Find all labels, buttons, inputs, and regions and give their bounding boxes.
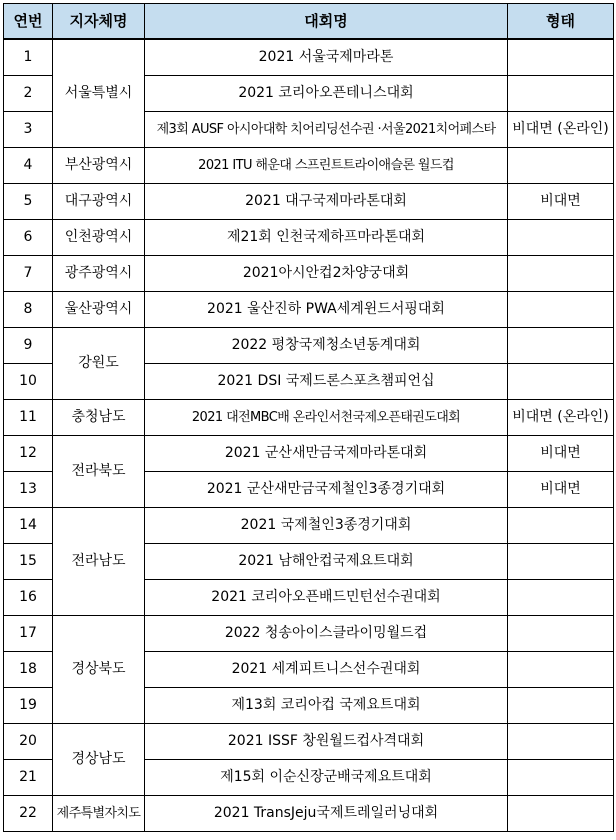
row-region: 울산광역시 (53, 292, 145, 328)
row-no: 7 (4, 256, 53, 292)
row-event-name: 2021 남해안컵국제요트대회 (145, 544, 508, 580)
row-region: 대구광역시 (53, 184, 145, 220)
row-no: 11 (4, 400, 53, 436)
row-region: 강원도 (53, 328, 145, 400)
row-form (508, 508, 614, 544)
row-no: 3 (4, 112, 53, 148)
row-event-name: 2021 DSI 국제드론스포츠챔피언십 (145, 364, 508, 400)
row-event-name: 2021 군산새만금국제마라톤대회 (145, 436, 508, 472)
row-event-name: 2022 평창국제청소년동계대회 (145, 328, 508, 364)
table-row (4, 292, 614, 328)
row-region: 전라북도 (53, 436, 145, 508)
row-event-name: 2021 대구국제마라톤대회 (145, 184, 508, 220)
row-event-name: 2021 서울국제마라톤 (145, 39, 508, 76)
row-no: 1 (4, 39, 53, 76)
table-row (4, 400, 614, 436)
table-body (4, 39, 614, 832)
row-region: 경상북도 (53, 616, 145, 724)
row-event-name: 2021아시안컵2차양궁대회 (145, 256, 508, 292)
header-row (4, 4, 614, 40)
row-no: 19 (4, 688, 53, 724)
row-region: 경상남도 (53, 724, 145, 796)
row-form (508, 256, 614, 292)
row-event-name: 2021 세계피트니스선수권대회 (145, 652, 508, 688)
row-event-name: 2021 울산진하 PWA세계윈드서핑대회 (145, 292, 508, 328)
row-region: 인천광역시 (53, 220, 145, 256)
table-row (4, 796, 614, 832)
row-no: 22 (4, 796, 53, 832)
row-event-name: 2022 청송아이스클라이밍월드컵 (145, 616, 508, 652)
table-row (4, 220, 614, 256)
row-no: 5 (4, 184, 53, 220)
row-event-name: 제3회 AUSF 아시아대학 치어리딩선수권 ·서울2021치어페스타 (145, 112, 508, 148)
row-region: 광주광역시 (53, 256, 145, 292)
row-form: 비대면 (온라인) (508, 400, 614, 436)
row-form (508, 688, 614, 724)
row-region: 제주특별자치도 (53, 796, 145, 832)
header-event-name: 대회명 (145, 4, 508, 40)
row-form (508, 580, 614, 616)
table-row (4, 148, 614, 184)
row-no: 13 (4, 472, 53, 508)
row-form (508, 39, 614, 76)
row-form (508, 148, 614, 184)
row-no: 10 (4, 364, 53, 400)
events-table (3, 3, 614, 832)
row-no: 8 (4, 292, 53, 328)
row-event-name: 제15회 이순신장군배국제요트대회 (145, 760, 508, 796)
table-row (4, 184, 614, 220)
row-no: 4 (4, 148, 53, 184)
table-row (4, 724, 614, 760)
row-no: 2 (4, 76, 53, 112)
row-no: 14 (4, 508, 53, 544)
row-event-name: 제21회 인천국제하프마라톤대회 (145, 220, 508, 256)
table-row (4, 508, 614, 544)
row-no: 20 (4, 724, 53, 760)
table-row (4, 616, 614, 652)
row-form (508, 760, 614, 796)
row-form (508, 364, 614, 400)
row-form (508, 76, 614, 112)
header-no: 연번 (4, 4, 53, 40)
row-form (508, 292, 614, 328)
row-form (508, 796, 614, 832)
table-row (4, 39, 614, 76)
row-no: 18 (4, 652, 53, 688)
row-event-name: 2021 ITU 해운대 스프린트트라이애슬론 월드컵 (145, 148, 508, 184)
row-event-name: 2021 TransJeju국제트레일러닝대회 (145, 796, 508, 832)
row-form (508, 544, 614, 580)
table-row (4, 328, 614, 364)
row-no: 6 (4, 220, 53, 256)
table-row (4, 436, 614, 472)
row-no: 9 (4, 328, 53, 364)
row-region: 부산광역시 (53, 148, 145, 184)
row-no: 21 (4, 760, 53, 796)
row-region: 충청남도 (53, 400, 145, 436)
row-form: 비대면 (온라인) (508, 112, 614, 148)
row-no: 15 (4, 544, 53, 580)
row-event-name: 2021 코리아오픈테니스대회 (145, 76, 508, 112)
row-form (508, 652, 614, 688)
row-event-name: 2021 국제철인3종경기대회 (145, 508, 508, 544)
row-event-name: 2021 코리아오픈배드민턴선수권대회 (145, 580, 508, 616)
row-form (508, 328, 614, 364)
row-no: 17 (4, 616, 53, 652)
header-form: 형태 (508, 4, 614, 40)
row-no: 16 (4, 580, 53, 616)
row-form (508, 724, 614, 760)
table-header (4, 4, 614, 40)
row-no: 12 (4, 436, 53, 472)
table-row (4, 256, 614, 292)
row-region: 전라남도 (53, 508, 145, 616)
row-event-name: 2021 대전MBC배 온라인서천국제오픈태권도대회 (145, 400, 508, 436)
row-form (508, 616, 614, 652)
row-event-name: 2021 ISSF 창원월드컵사격대회 (145, 724, 508, 760)
header-region: 지자체명 (53, 4, 145, 40)
row-form: 비대면 (508, 184, 614, 220)
row-form (508, 220, 614, 256)
row-event-name: 2021 군산새만금국제철인3종경기대회 (145, 472, 508, 508)
row-event-name: 제13회 코리아컵 국제요트대회 (145, 688, 508, 724)
row-form: 비대면 (508, 436, 614, 472)
row-region: 서울특별시 (53, 39, 145, 148)
row-form: 비대면 (508, 472, 614, 508)
